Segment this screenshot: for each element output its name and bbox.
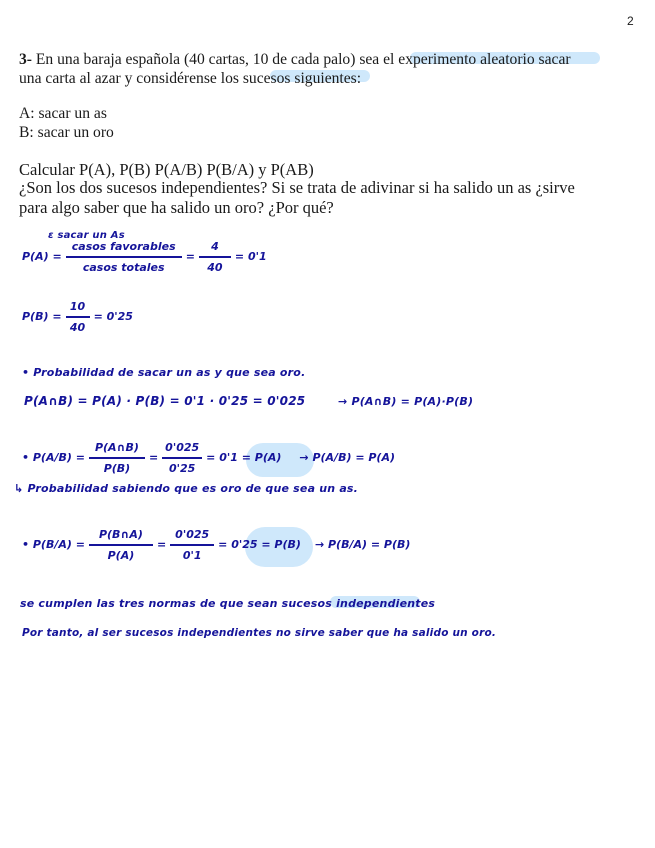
- question-line-1: ¿Son los dos sucesos independientes? Si se trata de adivinar si ha salido un as ¿sirve: [19, 178, 575, 197]
- pab-fraction-bar: [89, 457, 145, 459]
- pab-numerator-2: 0'025: [165, 441, 200, 454]
- pab-fraction-2: [162, 441, 202, 475]
- pba-fraction-bar: [89, 544, 153, 546]
- pba-fraction-2: [170, 528, 214, 562]
- page-number: 2: [627, 14, 634, 28]
- pab-result: = 0'1 = P(A): [206, 451, 282, 465]
- statement-line-2: una carta al azar y considérense los sucesos siguientes:: [19, 70, 362, 87]
- pab-denominator: P(B): [103, 461, 131, 475]
- pa-fraction-bar: [66, 256, 182, 258]
- pb-fraction: [66, 300, 90, 334]
- pa-equation: [22, 240, 267, 274]
- pab-equation: [22, 441, 395, 475]
- pba-fraction-bar-2: [170, 544, 214, 546]
- pb-label: P(B) =: [22, 310, 62, 324]
- pba-numerator: P(B∩A): [98, 528, 143, 541]
- intersection-note: • Probabilidad de sacar un as y que sea oro.: [22, 366, 306, 379]
- event-a: A: sacar un as: [19, 105, 107, 122]
- problem-statement: [19, 50, 639, 88]
- pab-fraction-bar-2: [162, 457, 202, 459]
- event-b: B: sacar un oro: [19, 124, 114, 141]
- pab-equals: =: [148, 451, 159, 465]
- pba-equation: [22, 528, 410, 562]
- pab-numerator: P(A∩B): [94, 441, 139, 454]
- pab-fraction: [89, 441, 145, 475]
- pa-fraction-2: [199, 240, 231, 274]
- question: [19, 178, 639, 218]
- pba-conclusion: → P(B/A) = P(B): [314, 538, 411, 552]
- pa-denominator: casos totales: [82, 260, 165, 274]
- pab-denominator-2: 0'25: [169, 461, 196, 475]
- problem-number: 3-: [19, 51, 32, 68]
- conclusion-line-2: Por tanto, al ser sucesos independientes no sirve saber que ha salido un oro.: [22, 627, 497, 639]
- pba-fraction: [89, 528, 153, 562]
- pba-denominator: P(A): [107, 548, 135, 562]
- pb-fraction-bar: [66, 316, 90, 318]
- pba-numerator-2: 0'025: [175, 528, 210, 541]
- intersection-equation: P(A∩B) = P(A) · P(B) = 0'1 · 0'25 = 0'025: [24, 394, 306, 408]
- pa-numerator-2: 4: [211, 240, 219, 253]
- pba-equals: =: [156, 538, 167, 552]
- pab-label: • P(A/B) =: [22, 451, 85, 465]
- question-line-2: para algo saber que ha salido un oro? ¿Por qué?: [19, 198, 334, 217]
- task-line: Calcular P(A), P(B) P(A/B) P(B/A) y P(AB): [19, 160, 314, 179]
- pb-equation: [22, 300, 133, 334]
- conclusion-line-1: se cumplen las tres normas de que sean sucesos independientes: [20, 597, 436, 610]
- pba-denominator-2: 0'1: [182, 548, 202, 562]
- pa-equals: =: [185, 250, 195, 264]
- pa-fraction: [66, 240, 182, 274]
- pa-note: ε sacar un As: [48, 230, 125, 241]
- pba-result: = 0'25 = P(B): [218, 538, 301, 552]
- pb-numerator: 10: [69, 300, 86, 313]
- pb-result: = 0'25: [93, 310, 133, 324]
- pab-conclusion: → P(A/B) = P(A): [299, 451, 395, 465]
- pb-denominator: 40: [69, 320, 86, 334]
- intersection-conclusion: → P(A∩B) = P(A)·P(B): [338, 395, 474, 408]
- pa-result: = 0'1: [234, 250, 267, 264]
- pa-denominator-2: 40: [207, 260, 223, 274]
- pa-numerator: casos favorables: [71, 240, 176, 253]
- pa-fraction-bar-2: [199, 256, 231, 258]
- pba-label: • P(B/A) =: [22, 538, 85, 552]
- statement-line-1: En una baraja española (40 cartas, 10 de cada palo) sea el experimento aleatorio sacar: [32, 51, 571, 68]
- pab-note: ↳ Probabilidad sabiendo que es oro de que sea un as.: [14, 482, 359, 495]
- pa-label: P(A) =: [22, 250, 62, 264]
